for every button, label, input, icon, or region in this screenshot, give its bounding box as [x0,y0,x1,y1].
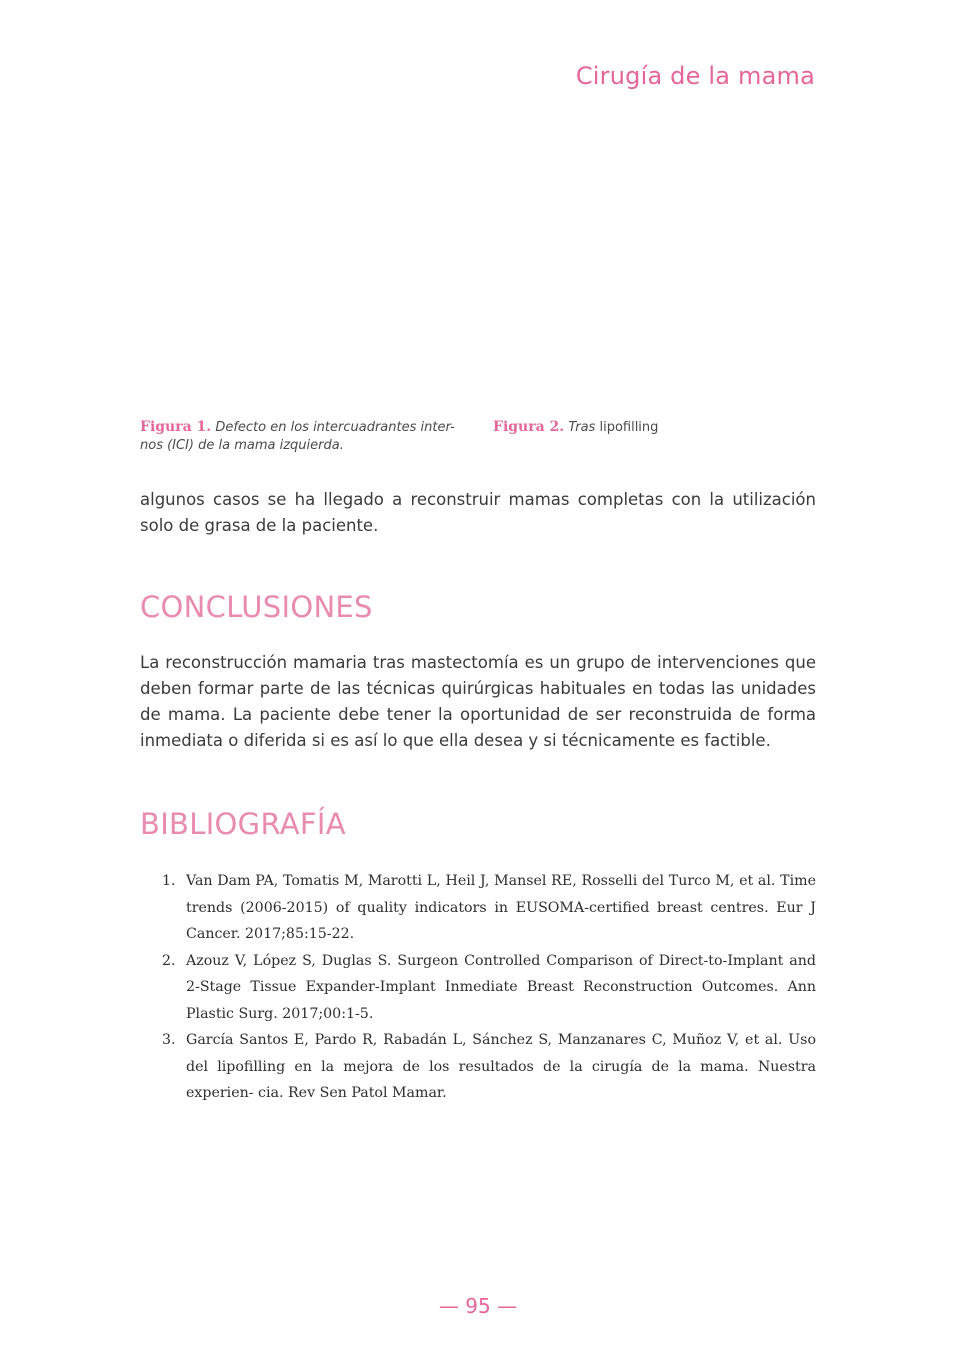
reference-text: Van Dam PA, Tomatis M, Marotti L, Heil J, Mansel RE, Rosselli del Turco M, et al. Time trends (2006-2015) of quality indicators in EUSOMA-certified breast centres. Eur J Cancer. 2017;85:15-22. [186,873,816,942]
figure-2-caption-upright: lipofilling [599,420,659,435]
reference-list [162,868,816,1107]
reference-number: 3. [162,1032,176,1048]
figure-1-caption [140,418,475,455]
figures-area [140,110,816,410]
figure-1-label: Figura 1. [140,419,212,435]
page-number: — 95 — [438,1294,518,1318]
reference-number: 1. [162,873,176,889]
continuation-paragraph: algunos casos se ha llegado a reconstruir mamas completas con la utilización solo de grasa de la paciente. [140,490,816,535]
figure-2-caption-italic: Tras [568,420,596,435]
reference-item [162,868,816,948]
running-header-title: Cirugía de la mama [575,62,815,90]
reference-number: 2. [162,952,176,969]
reference-text: García Santos E, Pardo R, Rabadán L, Sánchez S, Manzanares C, Muñoz V, et al. Uso del lipofilling en la mejora de los resultados de la cirugía de la mama. Nuestra experien- cia. Rev Sen Patol Mamar. [186,1032,816,1101]
reference-item [162,1027,816,1107]
reference-item [162,948,816,1028]
conclusions-paragraph: La reconstrucción mamaria tras mastectomía es un grupo de intervenciones que deben formar parte de las técnicas quirúrgicas habituales en todas las unidades de mama. La paciente debe tener la oportunidad de ser reconstruida de forma inmediata o diferida si es así lo que ella desea y si técnicamente es factible. [140,653,816,750]
reference-text: Azouz V, López S, Duglas S. Surgeon Controlled Comparison of Direct-to-Implant and 2-Stage Tissue Expander-Implant Inmediate Breast Reconstruction Outcomes. Ann Plastic Surg. 2017;00:1-5. [186,952,816,1022]
figure-2-label: Figura 2. [493,419,565,435]
conclusions-heading: CONCLUSIONES [140,590,373,624]
figure-1-caption-text: Defecto en los intercuadrantes inter- nos (ICI) de la mama izquierda. [140,420,455,453]
figure-2-caption [493,418,813,437]
bibliography-heading: BIBLIOGRAFÍA [140,807,346,841]
